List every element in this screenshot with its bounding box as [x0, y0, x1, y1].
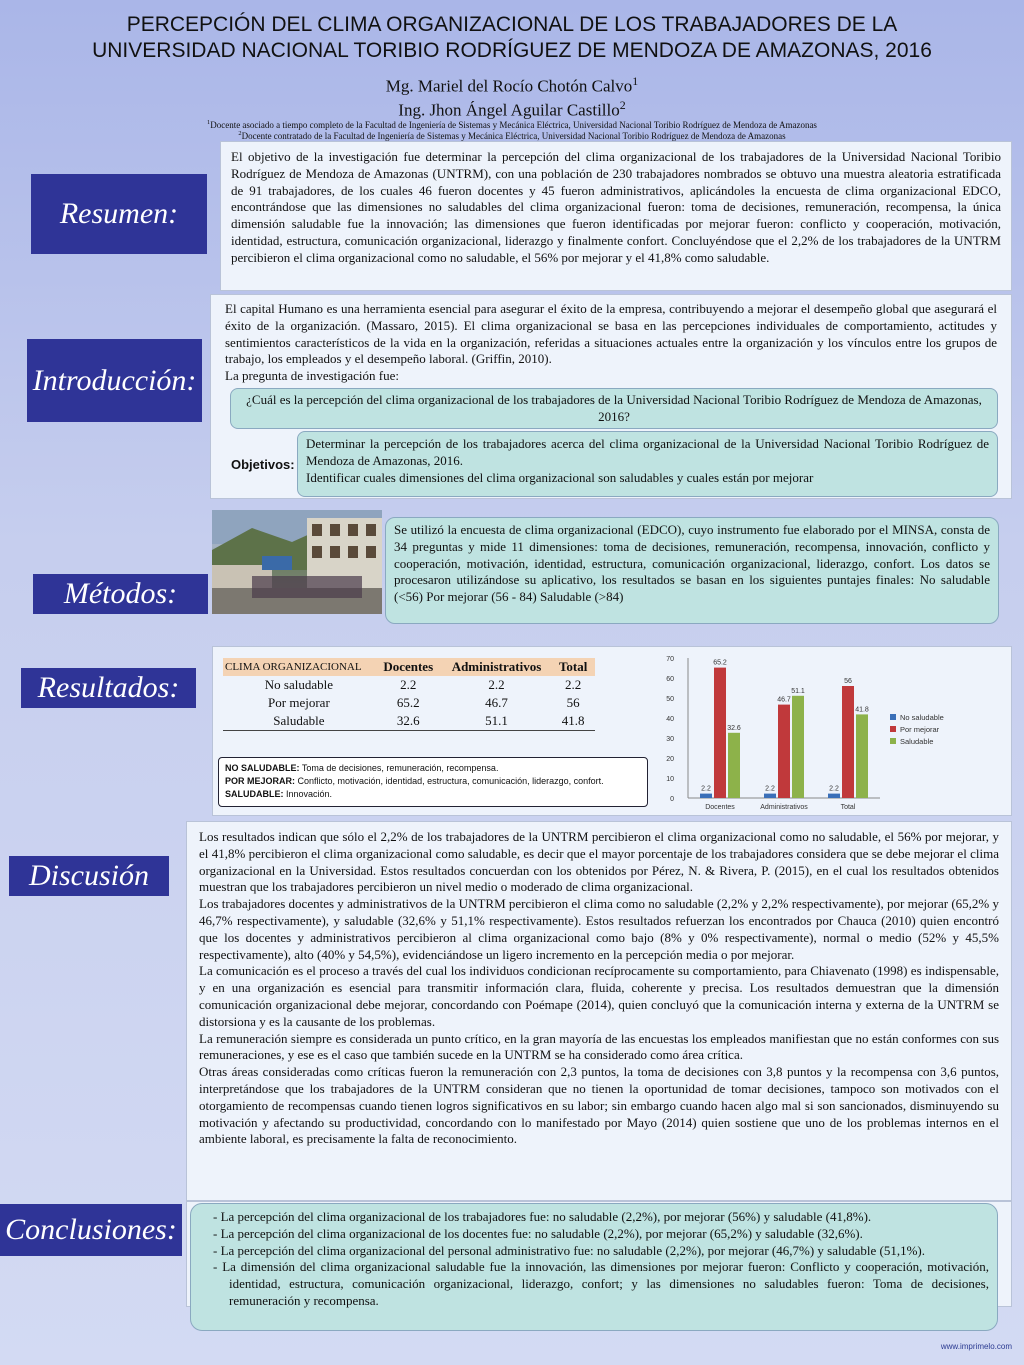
conclusion-item: - La dimensión del clima organizacional saludable fue la innovación, las dimensiones por mejorar fueron: Conflicto y cooperación, motivación, identidad, estructura, comunicación organizacional, liderazgo, confort; y las dimensiones no saludables fueron: Toma de decisiones, remuneración y recompensa.	[213, 1259, 989, 1308]
metodos-box	[385, 517, 999, 624]
objetivo-2: Identificar cuales dimensiones del clima organizacional son saludables y cuales están por mejorar	[306, 469, 814, 485]
results-bar-chart	[652, 650, 1002, 815]
y-tick-label: 10	[666, 776, 674, 783]
definition-ns-label: NO SALUDABLE:	[225, 763, 300, 773]
chart-bar	[714, 668, 726, 798]
table-header-row	[223, 658, 595, 676]
metodos-text: Se utilizó la encuesta de clima organizacional (EDCO), cuyo instrumento fue elaborado por el MINSA, consta de 34 preguntas y mide 11 dimensiones: toma de decisiones, remuneración, recompensa, innovación, conflicto y cooperación, motivación, identidad, estructura, comunicación organizacional, liderazgo, confort. Los datos se procesaron utilizándose su aplicativo, los resultados se basan en los siguientes puntajes finales: No saludable (<56) Por mejorar (56 - 84) Saludable (>84)	[394, 522, 990, 605]
affiliation-1-sup: 1	[207, 119, 211, 126]
legend-label: Por mejorar	[900, 725, 940, 734]
author-1-name: Mg. Mariel del Rocío Chotón Calvo	[385, 76, 633, 96]
conclusiones-box	[190, 1203, 998, 1331]
chart-bar	[778, 705, 790, 798]
y-tick-label: 0	[670, 796, 674, 803]
section-label-resultados: Resultados:	[21, 668, 196, 708]
bar-data-label: 56	[844, 678, 852, 685]
table-cell: Por mejorar	[268, 695, 330, 710]
table-cell: 41.8	[561, 712, 585, 728]
section-label-introduccion: Introducción:	[27, 339, 202, 422]
legend-swatch	[890, 714, 896, 720]
x-tick-label: Total	[840, 804, 856, 811]
affiliation-1-text: Docente asociado a tiempo completo de la Facultad de Ingeniería de Sistemas y Mecánica Eléctrica, Universidad Nacional Toribio Rodríguez de Mendoza de Amazonas	[210, 120, 817, 130]
campus-photo	[212, 510, 382, 614]
table-cell: No saludable	[264, 677, 334, 692]
discusion-paragraph: La remuneración siempre es considerada un punto crítico, en la gran mayoría de las encuestas los empleados manifiestan que no están conformes con sus remuneraciones, y ese es el caso que también sucede en la UNTRM se ha considerado como área crítica.	[199, 1030, 999, 1063]
footer-link[interactable]: www.imprimelo.com	[940, 1342, 1012, 1351]
y-tick-label: 70	[666, 656, 674, 663]
bar-data-label: 41.8	[855, 706, 869, 714]
table-cell: 32.6	[396, 712, 420, 728]
results-table	[223, 658, 595, 731]
chart-bar	[842, 686, 854, 798]
affiliation-2-text: Docente contratado de la Facultad de Ingeniería de Sistemas y Mecánica Eléctrica, Universidad Nacional Toribio Rodríguez de Mendoza de Amazonas	[241, 131, 786, 141]
table-cell: Saludable	[273, 712, 325, 728]
affiliation-2	[0, 129, 1024, 141]
bar-data-label: 2.2	[829, 785, 839, 793]
author-1-sup: 1	[632, 74, 639, 88]
y-tick-label: 40	[666, 716, 674, 723]
legend-label: Saludable	[900, 737, 934, 746]
legend-swatch	[890, 726, 896, 732]
table-cell: 2.2	[400, 677, 417, 692]
bar-data-label: 2.2	[701, 785, 711, 793]
author-2	[0, 96, 1024, 120]
bar-data-label: 46.7	[777, 696, 791, 704]
bar-data-label: 32.6	[727, 724, 741, 732]
research-question: ¿Cuál es la percepción del clima organizacional de los trabajadores de la Universidad Nacional Toribio Rodríguez de Mendoza de Amazonas, 2016?	[230, 388, 998, 429]
section-label-discusion: Discusión	[9, 856, 169, 896]
table-cell: 51.1	[485, 712, 508, 728]
table-header-clima: CLIMA ORGANIZACIONAL	[223, 658, 375, 676]
discusion-paragraph: Otras áreas consideradas como críticas fueron la remuneración con 2,3 puntos, la toma de decisiones con 3,8 puntos y la recompensa con 3,6 puntos, interpretándose que los trabajadores de la UNTRM consideran que no tienen la oportunidad de tomar decisiones, tampoco son motivados con el otorgamiento de recompensas cuando tienen logros significativos en su labor; sin embargo cuando hacen algo mal si son sancionados, disminuyendo su motivación y afectando su productividad, concordando con lo manifestado por Mayo (2014) quien sostiene que uno de los problemas internos en el ambiente laboral, es precisamente la falta de reconocimiento.	[199, 1064, 999, 1147]
definition-pm-text: Conflicto, motivación, identidad, estructura, comunicación, liderazgo, confort.	[295, 776, 604, 786]
section-label-conclusiones: Conclusiones:	[0, 1204, 182, 1256]
y-tick-label: 20	[666, 756, 674, 763]
conclusion-item: - La percepción del clima organizacional de los docentes fue: no saludable (2,2%), por mejorar (65,2%) y saludable (32,6%).	[213, 1225, 863, 1241]
chart-bar	[792, 696, 804, 798]
bar-data-label: 65.2	[713, 659, 727, 667]
table-cell: 56	[566, 695, 580, 710]
section-label-resumen: Resumen:	[31, 174, 207, 254]
title-line-1: PERCEPCIÓN DEL CLIMA ORGANIZACIONAL DE LOS TRABAJADORES DE LA	[126, 13, 898, 36]
x-tick-label: Docentes	[705, 804, 735, 811]
bar-data-label: 2.2	[765, 785, 775, 793]
resumen-text: El objetivo de la investigación fue determinar la percepción del clima organizacional de los trabajadores de la Universidad Nacional Toribio Rodríguez de Mendoza de Amazonas (UNTRM), con una población de 230 trabajadores nombrados se obtuvo una muestra aleatoria estratificada de 91 trabajadores, de los cuales 46 fueron docentes y 45 fueron administrativos, aplicándoles la encuesta de clima organizacional EDCO, encontrándose que las dimensiones no saludables del clima organizacional fueron: toma de decisiones, remuneración, recompensa, la única dimensión saludable fue la innovación; las dimensiones que fueron identificadas por mejorar fueron: conflicto y cooperación, motivación, identidad, estructura, comunicación organizacional, liderazgo y finalmente confort. Concluyéndose que el 2,2% de los trabajadores de la UNTRM percibieron el clima organizacional como no saludable, el 56% por mejorar y el 41,8% como saludable.	[231, 149, 1001, 265]
objetivos-label: Objetivos:	[231, 457, 295, 472]
chart-bar	[856, 714, 868, 798]
y-tick-label: 60	[666, 676, 674, 683]
objetivos-box	[297, 431, 998, 497]
campus-photo-art	[212, 510, 382, 614]
conclusiones-list	[199, 1209, 989, 1310]
poster-title	[0, 12, 1024, 64]
chart-bar	[728, 733, 740, 798]
chart-bar	[828, 794, 840, 798]
question-intro: La pregunta de investigación fue:	[225, 368, 399, 384]
author-2-sup: 2	[619, 98, 626, 112]
legend-label: No saludable	[900, 713, 944, 722]
conclusion-item: - La percepción del clima organizacional del personal administrativo fue: no saludable (2,2%), por mejorar (46,7%) y saludable (51,1%).	[213, 1242, 925, 1258]
definition-s-text: Innovación.	[283, 789, 333, 799]
definition-no-saludable	[225, 762, 641, 775]
objetivo-1: Determinar la percepción de los trabajadores acerca del clima organizacional de la Universidad Nacional Toribio Rodríguez de Mendoza de Amazonas, 2016.	[306, 436, 989, 468]
y-tick-label: 30	[666, 736, 674, 743]
table-header-administrativos: Administrativos	[442, 658, 552, 676]
definition-pm-label: POR MEJORAR:	[225, 776, 296, 786]
discusion-paragraph: Los resultados indican que sólo el 2,2% de los trabajadores de la UNTRM percibieron el clima organizacional como no saludable, el 56% por mejorar, y el 41,8% percibieron el clima organizacional como saludable, es decir que el mayor porcentaje de los trabajadores considera que se debe mejorar el clima organizacional en la Universidad. Estos resultados concuerdan con los obtenidos por Pérez, N. & Rivera, P. (2015), en el cual los resultados obtenidos muestran que los trabajadores percibieron un nivel medio o moderado de clima organizacional.	[199, 829, 999, 895]
table-row	[223, 712, 595, 730]
table-header-total: Total	[551, 658, 595, 676]
definitions-box	[218, 757, 648, 807]
conclusion-item: - La percepción del clima organizacional de los trabajadores fue: no saludable (2,2%), por mejorar (56%) y saludable (41,8%).	[213, 1209, 872, 1224]
table-cell: 2.2	[565, 677, 582, 692]
table-row	[223, 694, 595, 712]
chart-bar	[700, 794, 712, 798]
affiliation-2-sup: 2	[238, 130, 242, 137]
definition-saludable	[225, 788, 641, 801]
discusion-paragraph: Los trabajadores docentes y administrativos de la UNTRM percibieron el clima como no saludable (2,2% y 2,2% respectivamente), por mejorar (65,2% y 46,7% respectivamente), y saludable (32,6% y 51,1% respectivamente). Estos resultados refuerzan los encontrados por Chauca (2010) quien encontró que los docentes y administrativos percibieron al clima organizacional como bajo (8% y 0% respectivamente), normal o medio (52% y 45,5% respectivamente), alto (40% y 54,5%), evidenciándose un ligero incremento en la percepción media o por mejorar.	[199, 896, 999, 962]
section-label-metodos: Métodos:	[33, 574, 208, 614]
discusion-panel	[186, 821, 1012, 1201]
table-cell: 46.7	[485, 695, 508, 710]
definition-s-label: SALUDABLE:	[225, 789, 284, 799]
table-header-docentes: Docentes	[375, 658, 442, 676]
table-cell: 65.2	[396, 695, 420, 710]
author-2-name: Ing. Jhon Ángel Aguilar Castillo	[398, 100, 620, 120]
title-line-2: UNIVERSIDAD NACIONAL TORIBIO RODRÍGUEZ DE MENDOZA DE AMAZONAS, 2016	[92, 39, 932, 62]
bar-data-label: 51.1	[791, 687, 805, 695]
legend-swatch	[890, 738, 896, 744]
table-row	[223, 676, 595, 694]
author-1	[0, 72, 1024, 96]
x-tick-label: Administrativos	[760, 804, 808, 811]
chart-bar	[764, 794, 776, 798]
y-tick-label: 50	[666, 696, 674, 703]
table-cell: 2.2	[488, 677, 505, 692]
resumen-panel	[220, 141, 1012, 291]
discusion-paragraph: La comunicación es el proceso a través del cual los individuos condicionan recíprocamente su comportamiento, para Chiavenato (1998) es indispensable, y en una organización es esencial para transmitir información clara, fluida, coherente y precisa. Los resultados demuestran que la dimensión comunicación organizacional debe mejorar, concordando con Poémape (2014), quien concluyó que la comunicación interna y externa de la UNTRM se distorsiona y es la causante de los problemas.	[199, 963, 999, 1029]
definition-ns-text: Toma de decisiones, remuneración, recompensa.	[299, 763, 499, 773]
introduccion-text: El capital Humano es una herramienta esencial para asegurar el éxito de la empresa, contribuyendo a mejorar el desempeño global que asegurará el éxito de la organización. (Massaro, 2015). El clima organizacional se basa en las percepciones individuales de comportamiento, actitudes y sentimientos característicos de la vida en la organización, referidas a situaciones actuales entre la organización y los vínculos entre los grupos de trabajo, los empleados y el desempeño laboral. (Griffin, 2010).	[225, 301, 997, 367]
definition-por-mejorar	[225, 775, 641, 788]
